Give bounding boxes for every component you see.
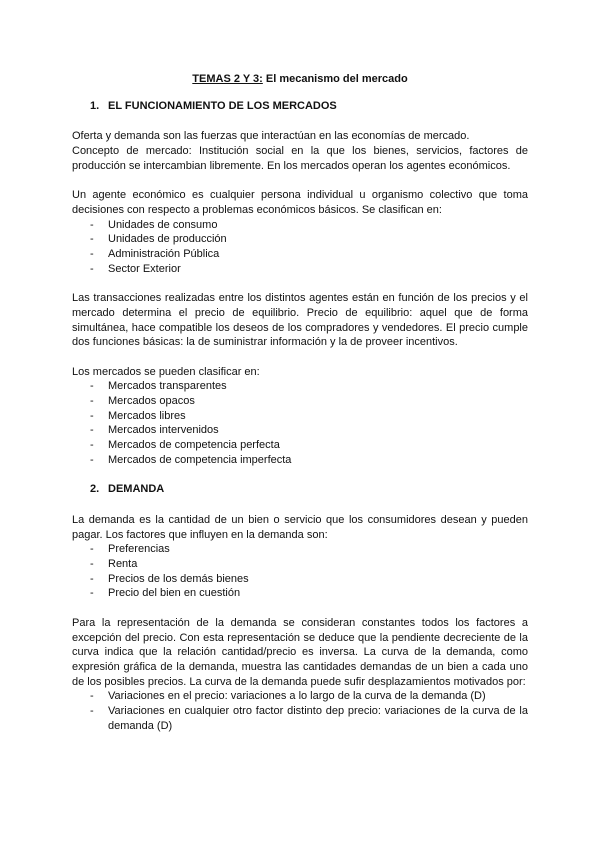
paragraph: Para la representación de la demanda se consideran constantes todos los factores a excepción del precio. Con esta representación se deduce que la pendiente decreciente de la curva indica que la relación cantidad/precio es inversa. La curva de la demanda, como expresión gráfica de la demanda, muestra las cantidades demandas de un bien a cada uno de los posibles precios. La curva de la demanda puede sufir desplazamientos motivados por: bbox=[72, 616, 528, 688]
list-item: - Mercados transparentes bbox=[72, 379, 528, 394]
list-item: - Mercados libres bbox=[72, 409, 528, 424]
list-item: - Variaciones en cualquier otro factor distinto dep precio: variaciones de la curva de la demanda (D) bbox=[72, 704, 528, 733]
paragraph: Un agente económico es cualquier persona individual u organismo colectivo que toma decisiones con respecto a problemas económicos básicos. Se clasifican en: bbox=[72, 189, 528, 216]
paragraph: Las transacciones realizadas entre los distintos agentes están en función de los precios y el mercado determina el precio de equilibrio. Precio de equilibrio: aquel que de forma simultánea, hace compatible los deseos de los compradores y vendedores. El precio cumple dos funciones básicas: la de suministrar información y la de proveer incentivos. bbox=[72, 292, 528, 349]
title-rest: El mecanismo del mercado bbox=[262, 73, 408, 85]
document-title bbox=[72, 72, 528, 87]
paragraph: Concepto de mercado: Institución social en la que los bienes, servicios, factores de producción se intercambian libremente. En los mercados operan los agentes económicos. bbox=[72, 145, 528, 172]
list-item: - Administración Pública bbox=[72, 247, 528, 262]
paragraph: Oferta y demanda son las fuerzas que interactúan en las economías de mercado. bbox=[72, 130, 470, 143]
shifts-list bbox=[72, 689, 528, 733]
list-item: - Mercados de competencia imperfecta bbox=[72, 453, 528, 468]
section-title: EL FUNCIONAMIENTO DE LOS MERCADOS bbox=[108, 99, 337, 112]
list-item: - Sector Exterior bbox=[72, 262, 528, 277]
markets-list bbox=[72, 379, 528, 467]
factors-list bbox=[72, 542, 528, 601]
list-item: - Unidades de producción bbox=[72, 232, 528, 247]
list-item: - Renta bbox=[72, 557, 528, 572]
list-item: - Precios de los demás bienes bbox=[72, 572, 528, 587]
list-item: - Mercados opacos bbox=[72, 394, 528, 409]
section-2-heading bbox=[90, 482, 528, 497]
list-item: - Unidades de consumo bbox=[72, 218, 528, 233]
list-item: - Variaciones en el precio: variaciones a lo largo de la curva de la demanda (D) bbox=[72, 689, 528, 704]
agents-list bbox=[72, 218, 528, 277]
paragraph: Los mercados se pueden clasificar en: bbox=[72, 365, 260, 378]
section-title: DEMANDA bbox=[108, 483, 165, 496]
list-item: - Mercados intervenidos bbox=[72, 423, 528, 438]
paragraph: La demanda es la cantidad de un bien o servicio que los consumidores desean y pueden pagar. Los factores que influyen en la demanda son: bbox=[72, 513, 528, 541]
list-item: - Precio del bien en cuestión bbox=[72, 586, 528, 601]
title-prefix: TEMAS 2 Y 3: bbox=[192, 73, 263, 85]
section-number: 1. bbox=[90, 99, 100, 112]
section-number: 2. bbox=[90, 483, 100, 496]
section-1-heading bbox=[90, 99, 528, 114]
document-page bbox=[72, 72, 528, 748]
list-item: - Mercados de competencia perfecta bbox=[72, 438, 528, 453]
list-item: - Preferencias bbox=[72, 542, 528, 557]
